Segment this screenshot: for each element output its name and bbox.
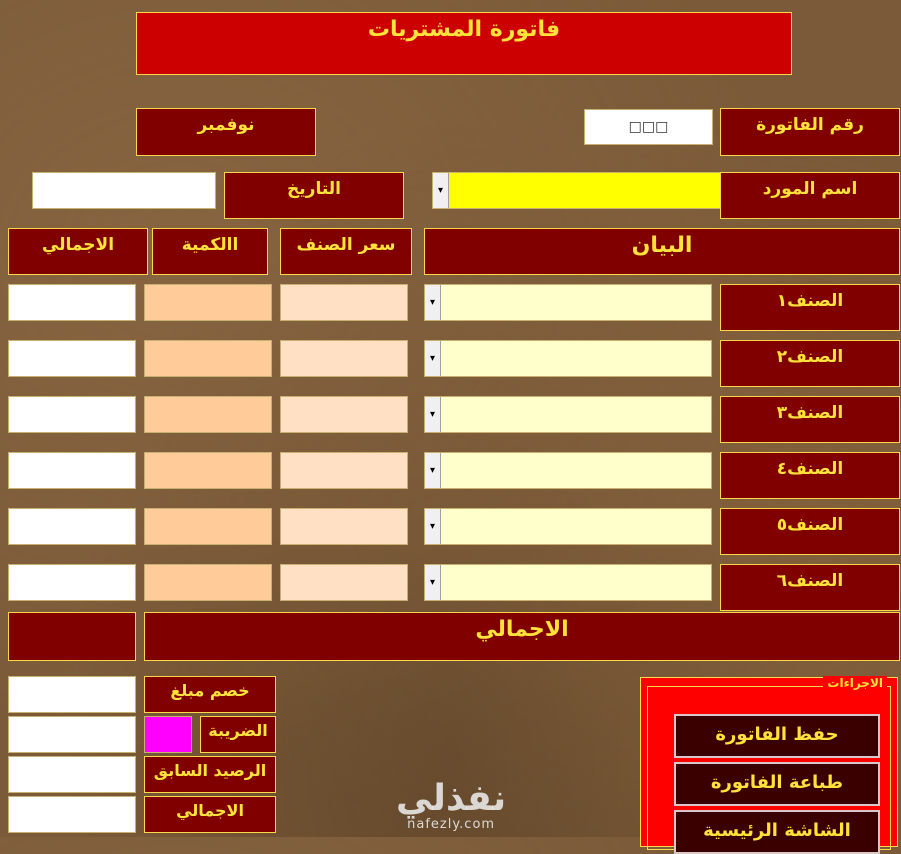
item-label: الصنف٣ [720, 396, 900, 443]
item-label: الصنف١ [720, 284, 900, 331]
invoice-number-field[interactable]: □□□ [584, 109, 713, 145]
item-description-combo[interactable] [424, 284, 712, 321]
item-total-field[interactable] [8, 340, 136, 377]
watermark-logo [396, 780, 506, 832]
print-invoice-button[interactable]: طباعة الفاتورة [674, 762, 880, 806]
previous-balance-label: الرصيد السابق [144, 756, 276, 793]
item-label: الصنف٤ [720, 452, 900, 499]
column-price-header: سعر الصنف [280, 228, 412, 275]
watermark-latin: nafezly.com [407, 817, 496, 832]
item-quantity-field[interactable] [144, 284, 272, 321]
item-description-combo[interactable] [424, 340, 712, 377]
column-total-header: الاجمالي [8, 228, 148, 275]
tax-rate-field[interactable] [144, 716, 192, 753]
item-description-combo[interactable] [424, 508, 712, 545]
supplier-label: اسم المورد [720, 172, 900, 219]
item-total-field[interactable] [8, 284, 136, 321]
discount-label: خصم مبلغ [144, 676, 276, 713]
item-total-field[interactable] [8, 396, 136, 433]
item-quantity-field[interactable] [144, 564, 272, 601]
grand-total-value [8, 612, 136, 661]
tax-label: الضريبة [200, 716, 276, 753]
item-quantity-field[interactable] [144, 396, 272, 433]
summary-total-label: الاجمالي [144, 796, 276, 833]
chevron-down-icon[interactable]: ▾ [425, 509, 441, 544]
chevron-down-icon[interactable]: ▾ [425, 565, 441, 600]
item-quantity-field[interactable] [144, 340, 272, 377]
summary-total-field[interactable] [8, 796, 136, 833]
item-total-field[interactable] [8, 508, 136, 545]
item-quantity-field[interactable] [144, 452, 272, 489]
discount-field[interactable] [8, 676, 136, 713]
date-field[interactable] [32, 172, 216, 209]
tax-field[interactable] [8, 716, 136, 753]
item-label: الصنف٢ [720, 340, 900, 387]
chevron-down-icon[interactable]: ▾ [433, 173, 449, 208]
item-description-combo[interactable] [424, 564, 712, 601]
invoice-number-label: رقم الفاتورة [720, 108, 900, 156]
home-screen-button[interactable]: الشاشة الرئيسية [674, 810, 880, 854]
grand-total-label: الاجمالي [144, 612, 900, 661]
actions-title: الاجراءات [823, 676, 887, 690]
chevron-down-icon[interactable]: ▾ [425, 397, 441, 432]
item-price-field[interactable] [280, 508, 408, 545]
page-title: فاتورة المشتريات [136, 12, 792, 75]
item-label: الصنف٦ [720, 564, 900, 611]
column-description-header: البيان [424, 228, 900, 275]
chevron-down-icon[interactable]: ▾ [425, 285, 441, 320]
item-description-combo[interactable] [424, 452, 712, 489]
item-price-field[interactable] [280, 396, 408, 433]
item-total-field[interactable] [8, 452, 136, 489]
item-price-field[interactable] [280, 452, 408, 489]
save-invoice-button[interactable]: حفظ الفاتورة [674, 714, 880, 758]
chevron-down-icon[interactable]: ▾ [425, 341, 441, 376]
item-price-field[interactable] [280, 340, 408, 377]
item-quantity-field[interactable] [144, 508, 272, 545]
item-label: الصنف٥ [720, 508, 900, 555]
column-quantity-header: االكمية [152, 228, 268, 275]
item-total-field[interactable] [8, 564, 136, 601]
previous-balance-field[interactable] [8, 756, 136, 793]
chevron-down-icon[interactable]: ▾ [425, 453, 441, 488]
actions-panel [640, 677, 898, 847]
item-price-field[interactable] [280, 564, 408, 601]
watermark-arabic: نفذلي [396, 778, 507, 819]
date-label: التاريخ [224, 172, 404, 219]
supplier-combo[interactable] [432, 172, 722, 209]
item-price-field[interactable] [280, 284, 408, 321]
month-label: نوفمبر [136, 108, 316, 156]
item-description-combo[interactable] [424, 396, 712, 433]
